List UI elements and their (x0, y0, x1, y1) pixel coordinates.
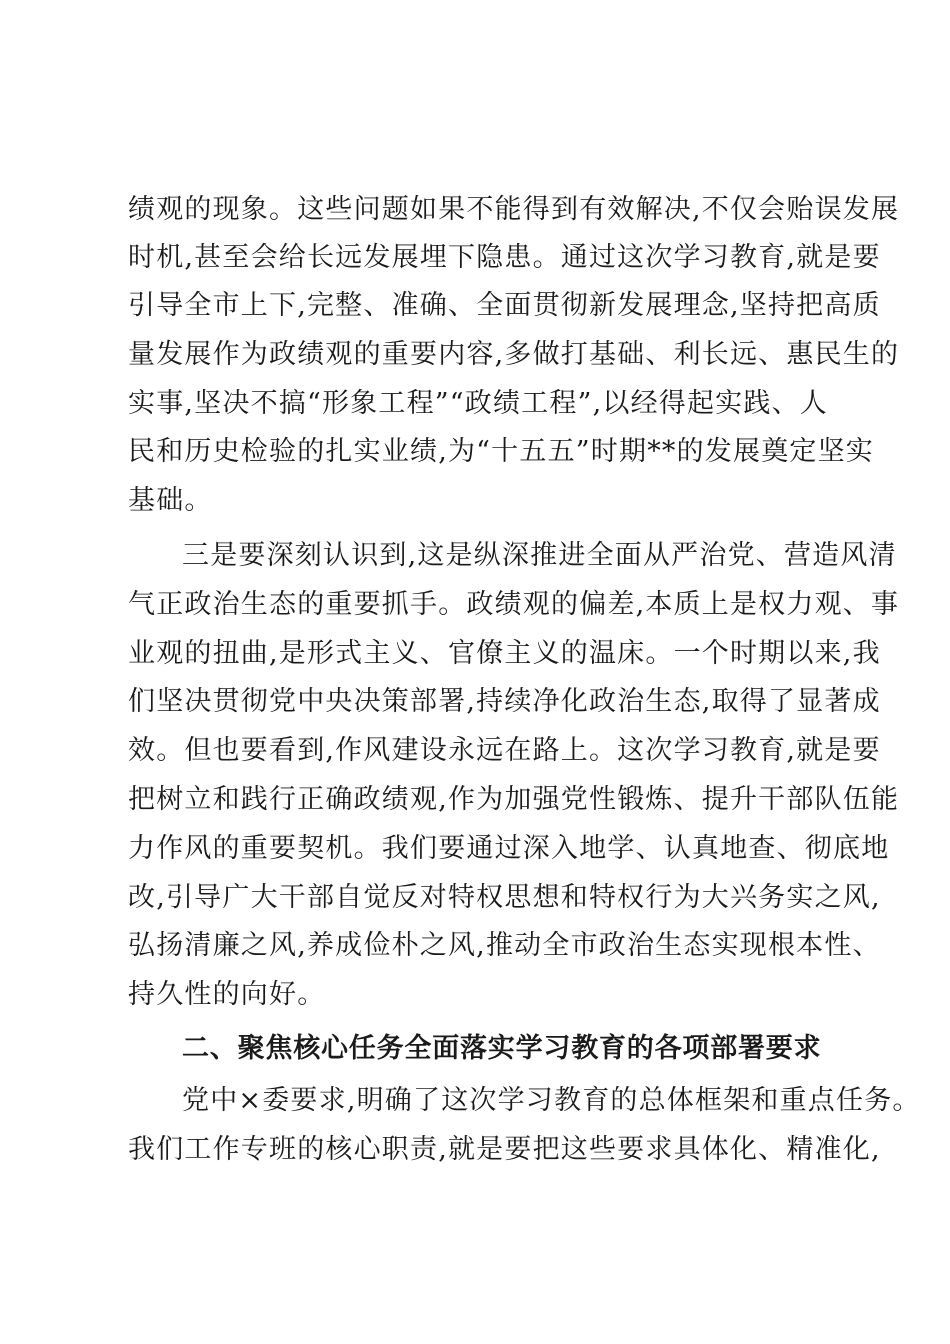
paragraph-2-line-5: 效。但也要看到,作风建设永远在路上。这次学习教育,就是要 (128, 735, 881, 766)
paragraph-2-line-4: 们坚决贯彻党中央决策部署,持续净化政治生态,取得了显著成 (128, 686, 881, 717)
paragraph-2-line-1: 三是要深刻认识到,这是纵深推进全面从严治党、营造风清 (182, 540, 897, 571)
paragraph-2-line-7: 力作风的重要契机。我们要通过深入地学、认真地查、彻底地 (128, 833, 890, 864)
paragraph-1-line-2: 时机,甚至会给长远发展埋下隐患。通过这次学习教育,就是要 (128, 242, 881, 273)
paragraph-1-line-7: 基础。 (128, 485, 213, 516)
paragraph-2-line-9: 弘扬清廉之风,养成俭朴之风,推动全市政治生态实现根本性、 (128, 930, 881, 961)
paragraph-2-line-6: 把树立和践行正确政绩观,作为加强党性锻炼、提升干部队伍能 (128, 784, 900, 815)
paragraph-1-line-5: 实事,坚决不搞“形象工程”“政绩工程”,以经得起实践、人 (128, 388, 828, 419)
paragraph-1-line-3: 引导全市上下,完整、准确、全面贯彻新发展理念,坚持把高质 (128, 290, 881, 321)
paragraph-1-line-6: 民和历史检验的扎实业绩,为“十五五”时期**的发展奠定坚实 (128, 436, 874, 467)
paragraph-2-line-10: 持久性的向好。 (128, 979, 326, 1010)
paragraph-1-line-4: 量发展作为政绩观的重要内容,多做打基础、利长远、惠民生的 (128, 339, 900, 370)
paragraph-2-line-2: 气正政治生态的重要抓手。政绩观的偏差,本质上是权力观、事 (128, 589, 900, 620)
paragraph-3-line-1: 党中×委要求,明确了这次学习教育的总体框架和重点任务。 (182, 1085, 921, 1116)
section-heading: 二、聚焦核心任务全面落实学习教育的各项部署要求 (182, 1033, 822, 1064)
paragraph-2-line-3: 业观的扭曲,是形式主义、官僚主义的温床。一个时期以来,我 (128, 638, 881, 669)
paragraph-3-line-2: 我们工作专班的核心职责,就是要把这些要求具体化、精准化, (128, 1134, 881, 1165)
paragraph-1-line-1: 绩观的现象。这些问题如果不能得到有效解决,不仅会贻误发展 (128, 194, 900, 225)
paragraph-2-line-8: 改,引导广大干部自觉反对特权思想和特权行为大兴务实之风, (128, 882, 881, 913)
